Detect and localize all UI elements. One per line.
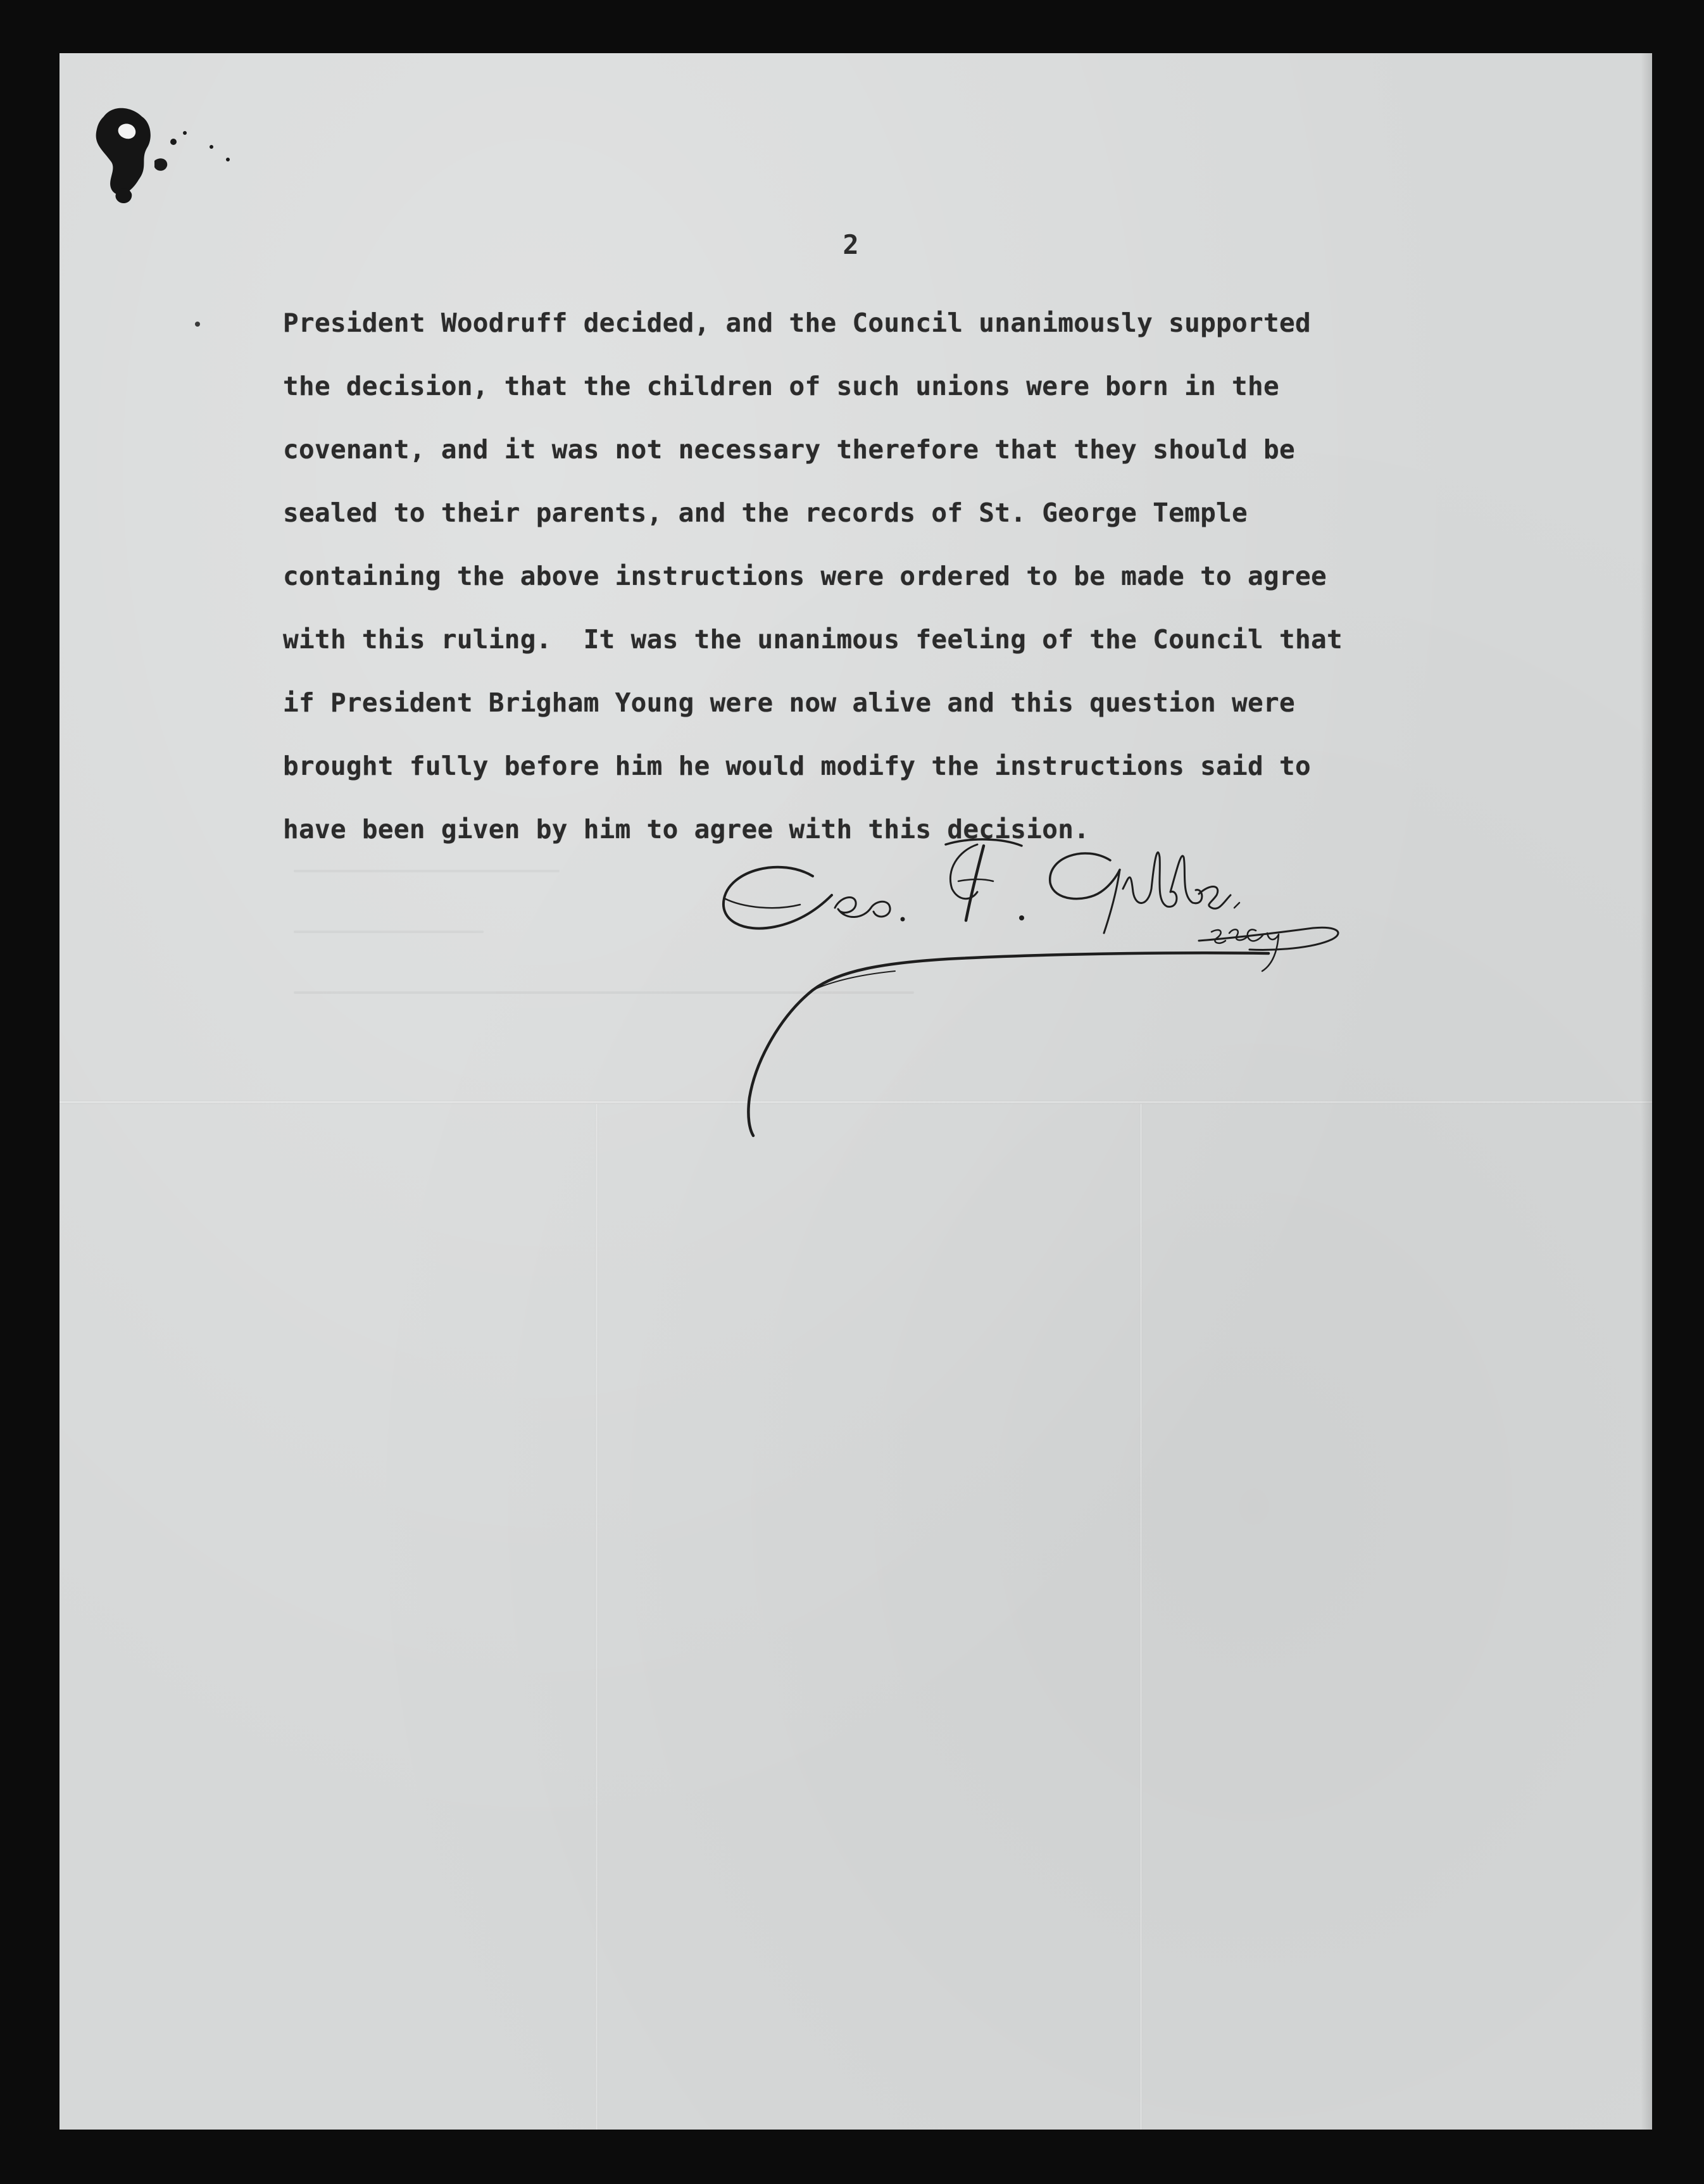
text-line: the decision, that the children of such unions were born in the	[283, 371, 1279, 401]
vertical-fold-crease-left	[595, 1104, 598, 2130]
text-line: if President Brigham Young were now alive and this question were	[283, 687, 1295, 718]
text-line: with this ruling. It was the unanimous feeling of the Council that	[283, 624, 1343, 655]
handwritten-signature	[705, 832, 1515, 1186]
text-line: containing the above instructions were ordered to be made to agree	[283, 561, 1327, 591]
text-line: covenant, and it was not necessary therefore that they should be	[283, 434, 1295, 465]
document-page	[60, 53, 1652, 2130]
typed-body-text	[283, 291, 1631, 861]
margin-mark	[195, 322, 200, 327]
text-line: have been given by him to agree with this decision.	[283, 814, 1090, 844]
page-number: 2	[843, 229, 859, 260]
text-line: sealed to their parents, and the records of St. George Temple	[283, 498, 1248, 528]
text-line: President Woodruff decided, and the Council unanimously supported	[283, 308, 1311, 338]
text-line: brought fully before him he would modify the instructions said to	[283, 751, 1311, 781]
ink-stain-mark	[78, 85, 294, 237]
vertical-fold-crease-right	[1139, 1104, 1143, 2130]
page-edge-shadow	[1641, 53, 1652, 2130]
